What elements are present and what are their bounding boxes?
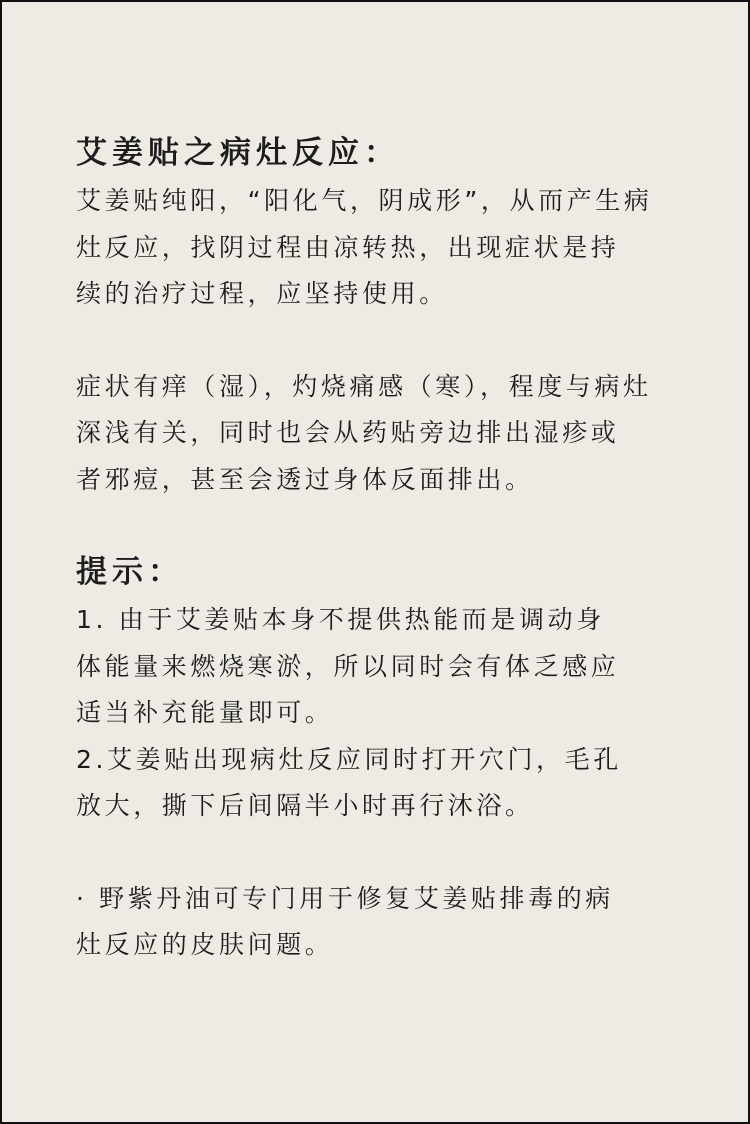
- text-line: 灶反应的皮肤问题。: [76, 930, 334, 959]
- tip-item-1: [76, 597, 686, 737]
- section-heading-reaction: 艾姜贴之病灶反应：: [76, 135, 400, 171]
- text-line: 者邪痘，甚至会透过身体反面排出。: [76, 464, 534, 494]
- spacer: [76, 830, 686, 876]
- paragraph-yang: [76, 178, 686, 318]
- text-line: 适当补充能量即可。: [76, 698, 334, 727]
- text-line: 体能量来燃烧寒淤，所以同时会有体乏感应: [76, 651, 620, 681]
- text-line: 症状有痒（湿），灼烧痛感（寒），程度与病灶: [76, 371, 652, 401]
- text-line: 1. 由于艾姜贴本身不提供热能而是调动身: [76, 605, 605, 634]
- spacer: [76, 318, 686, 364]
- text-line: 放大，撕下后间隔半小时再行沐浴。: [76, 791, 534, 820]
- note-item: [76, 876, 686, 969]
- text-line: 2.艾姜贴出现病灶反应同时打开穴门，毛孔: [76, 744, 622, 774]
- text-line: 续的治疗过程，应坚持使用。: [76, 279, 448, 308]
- section-heading-tips: 提示：: [76, 554, 184, 590]
- text-line: · 野紫丹油可专门用于修复艾姜贴排毒的病: [76, 883, 614, 913]
- article-content: [76, 130, 686, 969]
- text-line: 深浅有关，同时也会从药贴旁边排出湿疹或: [76, 418, 620, 447]
- spacer: [76, 503, 686, 549]
- paragraph-symptoms: [76, 364, 686, 504]
- tip-item-2: [76, 737, 686, 830]
- text-line: 艾姜贴纯阳，“阳化气，阴成形”，从而产生病: [76, 186, 653, 215]
- text-line: 灶反应，找阴过程由凉转热，出现症状是持: [76, 232, 620, 262]
